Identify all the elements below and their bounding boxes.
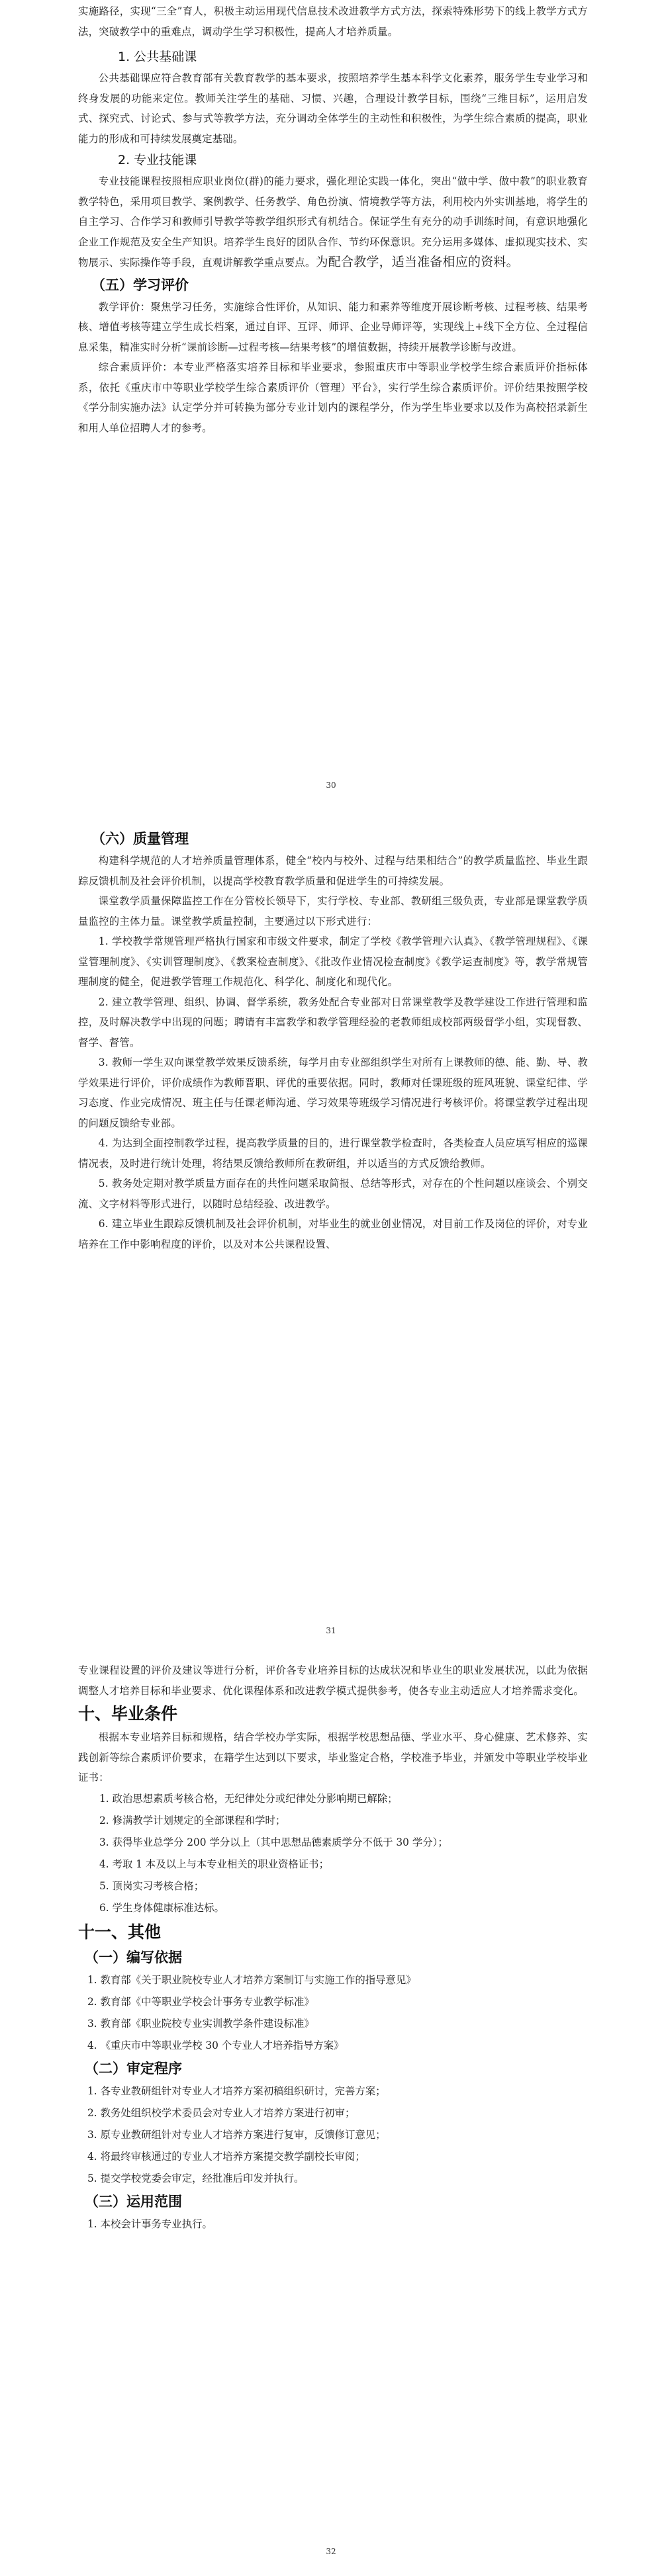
comprehensive-quality-text: 综合素质评价：本专业严格落实培养目标和毕业要求，参照重庆市中等职业学校学生综合素质评价指标体系，依托《重庆市中等职业学校学生综合素质评价（管理）平台》，实行学生综合素质评价。评价结果按照学校《学分制实施办法》认定学分并可转换为部分专业计划内的课程学分，作为学生毕业要求以及作为高校招录新生和用人单位招聘人才的参考。 [78, 361, 588, 434]
page-31 [0, 820, 662, 1634]
list-item: 2. 教务处组织校学术委员会对专业人才培养方案进行初审； [87, 2106, 355, 2119]
graduation-intro: 根据本专业培养目标和规格，结合学校办学实际，根据学校思想品德、学业水平、身心健康、艺术修养、实践创新等综合素质评价要求，在籍学生达到以下要求，毕业鉴定合格，学校准予毕业，并颁发中等职业学校毕业证书： [78, 1731, 588, 1783]
list-item: 1. 政治思想素质考核合格，无纪律处分或纪律处分影响期已解除； [99, 1792, 398, 1805]
list-item: 4. 考取 1 本及以上与本专业相关的职业资格证书； [99, 1858, 329, 1870]
review-list [78, 2081, 588, 2190]
page-number-31: 31 [326, 1626, 336, 1635]
professional-skill-text-b: 为配合教学，适当准备相应的资料。 [315, 255, 519, 269]
list-item: 6. 学生身体健康标准达标。 [99, 1901, 224, 1914]
subheading-scope: （三）运用范围 [85, 2193, 182, 2210]
quality-paragraph-1: 构建科学规范的人才培养质量管理体系，健全“校内与校外、过程与结果相结合”的教学质量监控、毕业生跟踪反馈机制及社会评价机制，以提高学校教育教学质量和促进学生的可持续发展。 [78, 855, 588, 887]
list-item: 1. 教育部《关于职业院校专业人才培养方案制订与实施工作的指导意见》 [87, 1973, 416, 1986]
professional-skill-text-a: 专业技能课程按照相应职业岗位(群)的能力要求，强化理论实践一体化，突出“做中学、做中教”的职业教育教学特色，采用项目教学、案例教学、任务教学、角色扮演、情境教学等方法，利用校内外实训基地，将学生的自主学习、合作学习和教师引导教学等教学组织形式有机结合。保证学生有充分的动手训练时间，有意识地强化企业工作规范及安全生产知识。培养学生良好的团队合作、节约环保意识。充分运用多媒体、虚拟现实技术、实物展示、实际操作等手段，直观讲解教学重点要点。 [78, 175, 588, 269]
list-item: 2. 教育部《中等职业学校会计事务专业教学标准》 [87, 1995, 314, 2008]
section-heading-other: 十一、其他 [78, 1922, 162, 1942]
subheading-basis: （一）编写依据 [85, 1949, 182, 1965]
list-item: 2. 修满教学计划规定的全部课程和学时； [99, 1814, 286, 1826]
list-item: 4. 将最终审核通过的专业人才培养方案提交教学副校长审阅； [87, 2150, 365, 2163]
course-evaluation-continuation: 专业课程设置的评价及建议等进行分析，评价各专业培养目标的达成状况和毕业生的职业发展状况，以此为依据调整人才培养目标和毕业要求、优化课程体系和改进教学模式提供参考，使各专业主动适应人才培养需求变化。 [78, 1664, 588, 1697]
section-heading-quality-management: （六）质量管理 [91, 831, 189, 847]
quality-paragraph-4: 2. 建立教学管理、组织、协调、督学系统，教务处配合专业部对日常课堂教学及教学建设工作进行管理和监控，及时解决教学中出现的问题；聘请有丰富教学和教学管理经验的老教师组成校部两级督学小组，实现督教、督学、督管。 [78, 996, 588, 1049]
quality-paragraph-2: 课堂教学质量保障监控工作在分管校长领导下，实行学校、专业部、教研组三级负责，专业部是课堂教学质量监控的主体力量。课堂教学质量控制，主要通过以下形式进行： [78, 895, 588, 927]
list-item: 3. 教育部《职业院校专业实训教学条件建设标准》 [87, 2017, 314, 2030]
list-item: 5. 提交学校党委会审定，经批准后印发并执行。 [87, 2172, 305, 2184]
list-item: 4. 《重庆市中等职业学校 30 个专业人才培养指导方案》 [87, 2039, 344, 2051]
subheading-review: （二）审定程序 [85, 2060, 182, 2077]
page-30 [0, 0, 662, 790]
basis-list [78, 1969, 588, 2057]
teaching-evaluation-text: 教学评价：聚焦学习任务，实施综合性评价，从知识、能力和素养等维度开展诊断考核、过程考核、结果考核、增值考核等建立学生成长档案，通过自评、互评、师评、企业导师评等，实现线上+线下全方位、全过程信息采集，精准实时分析“课前诊断—过程考核—结果考核”的增值数据，持续开展教学诊断与改进。 [78, 300, 588, 353]
graduation-list [78, 1788, 588, 1919]
page-32 [0, 1660, 662, 2576]
list-item: 1. 各专业教研组针对专业人才培养方案初稿组织研讨，完善方案； [87, 2084, 386, 2097]
scope-item: 1. 本校会计事务专业执行。 [87, 2217, 213, 2230]
list-item: 3. 获得毕业总学分 200 学分以上（其中思想品德素质学分不低于 30 学分）； [99, 1836, 448, 1848]
section-heading-learning-evaluation: （五）学习评价 [91, 277, 189, 293]
professional-skill-text [78, 171, 588, 273]
public-basic-text: 公共基础课应符合教育部有关教育教学的基本要求，按照培养学生基本科学文化素养，服务学生专业学习和终身发展的功能来定位。教师关注学生的基础、习惯、兴趣，合理设计教学目标，围绕“三维目标”，运用启发式、探究式、讨论式、参与式等教学方法，充分调动全体学生的主动性和积极性，为学生综合素质的提高，职业能力的形成和可持续发展奠定基础。 [78, 72, 588, 145]
quality-paragraph-6: 4. 为达到全面控制教学过程，提高教学质量的目的，进行课堂教学检查时，各类检查人员应填写相应的巡课情况表，及时进行统计处理，将结果反馈给教师所在教研组，并以适当的方式反馈给教师。 [78, 1137, 588, 1170]
section-heading-graduation: 十、毕业条件 [78, 1704, 178, 1723]
page-number-30: 30 [326, 781, 336, 790]
intro-paragraph: 实施路径，实现“三全”育人，积极主动运用现代信息技术改进教学方式方法，探索特殊形势下的线上教学方式方法，突破教学中的重难点，调动学生学习积极性，提高人才培养质量。 [78, 5, 588, 38]
quality-paragraph-7: 5. 教务处定期对教学质量方面存在的共性问题采取简报、总结等形式，对存在的个性问题以座谈会、个别交流、文字材料等形式进行，以随时总结经验、改进教学。 [78, 1178, 588, 1210]
section-heading-public-basic: 1. 公共基础课 [118, 50, 197, 64]
list-item: 5. 顶岗实习考核合格； [99, 1879, 205, 1892]
quality-paragraph-3: 1. 学校教学常规管理严格执行国家和市级文件要求，制定了学校《教学管理六认真》、《教学管理规程》、《课堂管理制度》、《实训管理制度》、《教案检查制度》、《批改作业情况检查制度》《教学运查制度》等，教学常规管理制度的健全，促进教学管理工作规范化、科学化、制度化和现代化。 [78, 935, 588, 988]
page-number-32: 32 [326, 2547, 336, 2556]
quality-paragraph-5: 3. 教师一学生双向课堂教学效果反馈系统，每学月由专业部组织学生对所有上课教师的德、能、勤、导、教学效果进行评价，评价成绩作为教师晋职、评优的重要依据。同时，教师对任课班级的班风班貌、课堂纪律、学习态度、作业完成情况、班主任与任课老师沟通、学习效果等班级学习情况进行考核评价。将课堂教学过程出现的问题反馈给专业部。 [78, 1056, 588, 1129]
quality-paragraph-8: 6. 建立毕业生跟踪反馈机制及社会评价机制，对毕业生的就业创业情况，对目前工作及岗位的评价，对专业培养在工作中影响程度的评价，以及对本公共课程设置、 [78, 1218, 588, 1250]
section-heading-professional-skill: 2. 专业技能课 [118, 153, 197, 167]
list-item: 3. 原专业教研组针对专业人才培养方案进行复审，反馈修订意见； [87, 2128, 386, 2141]
